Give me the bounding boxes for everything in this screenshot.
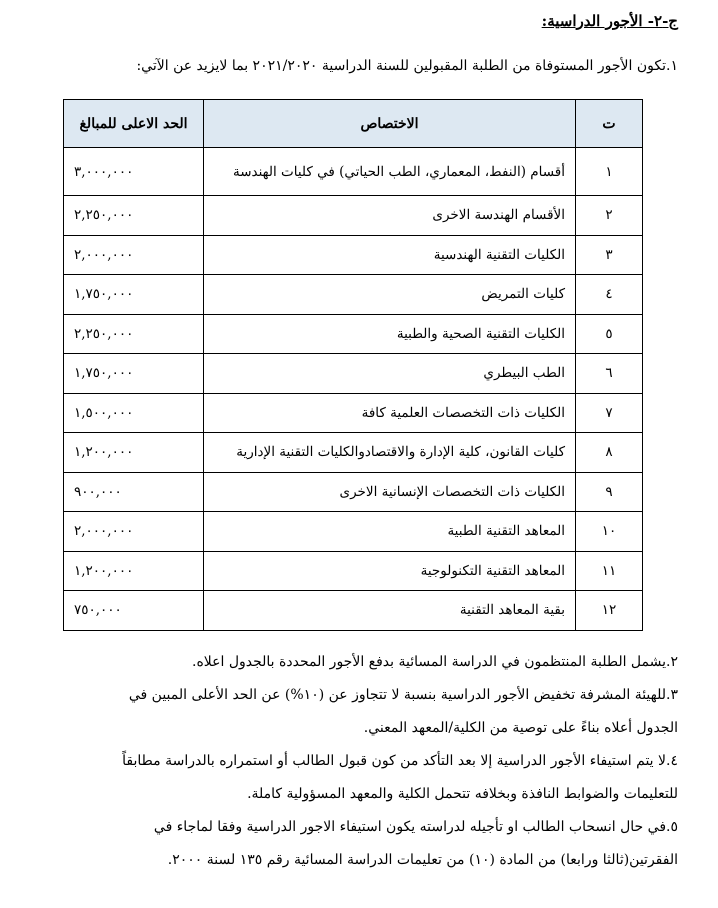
row-number: ٨	[576, 433, 643, 473]
row-number: ١	[576, 148, 643, 196]
row-amount: ٢,٢٥٠,٠٠٠	[64, 314, 204, 354]
note-line: ٢.يشمل الطلبة المنتظمون في الدراسة المسائية بدفع الأجور المحددة بالجدول اعلاه.	[192, 654, 678, 670]
table-body	[64, 148, 643, 631]
note-line-continuation: الجدول أعلاه بناءً على توصية من الكلية/المعهد المعني.	[363, 720, 678, 736]
row-specialization: الطب البيطري	[204, 354, 576, 394]
row-specialization: الكليات التقنية الهندسية	[204, 235, 576, 275]
row-number: ٤	[576, 275, 643, 315]
note-line-continuation: للتعليمات والضوابط النافذة وبخلافه تتحمل الكلية والمعهد المسؤولية كاملة.	[247, 786, 678, 802]
row-specialization: الكليات ذات التخصصات الإنسانية الاخرى	[204, 472, 576, 512]
row-amount: ١,٧٥٠,٠٠٠	[64, 354, 204, 394]
note-line: ٥.في حال انسحاب الطالب او تأجيله لدراسته يكون استيفاء الاجور الدراسية وفقا لماجاء في	[153, 819, 678, 835]
row-specialization: بقية المعاهد التقنية	[204, 591, 576, 631]
row-amount: ١,٧٥٠,٠٠٠	[64, 275, 204, 315]
intro-paragraph: ١.تكون الأجور المستوفاة من الطلبة المقبولين للسنة الدراسية ٢٠٢١/٢٠٢٠ بما لايزيد عن الآتي:	[136, 58, 678, 74]
note-item	[20, 646, 678, 679]
table-row	[64, 148, 643, 196]
note-item	[20, 745, 678, 811]
row-amount: ٧٥٠,٠٠٠	[64, 591, 204, 631]
row-amount: ١,٥٠٠,٠٠٠	[64, 393, 204, 433]
row-amount: ١,٢٠٠,٠٠٠	[64, 551, 204, 591]
header-specialization: الاختصاص	[204, 100, 576, 148]
header-max-amount: الحد الاعلى للمبالغ	[64, 100, 204, 148]
row-number: ٦	[576, 354, 643, 394]
row-number: ١٢	[576, 591, 643, 631]
row-specialization: كليات القانون، كلية الإدارة والاقتصادوالكليات التقنية الإدارية	[204, 433, 576, 473]
table-row	[64, 591, 643, 631]
row-number: ١٠	[576, 512, 643, 552]
row-amount: ٢,٢٥٠,٠٠٠	[64, 196, 204, 236]
row-number: ٢	[576, 196, 643, 236]
row-specialization: الكليات التقنية الصحية والطبية	[204, 314, 576, 354]
note-item	[20, 811, 678, 877]
row-specialization: أقسام (النفط، المعماري، الطب الحياتي) في كليات الهندسة	[204, 148, 576, 196]
row-amount: ٣,٠٠٠,٠٠٠	[64, 148, 204, 196]
table-row	[64, 472, 643, 512]
table-row	[64, 196, 643, 236]
table-row	[64, 433, 643, 473]
table-row	[64, 275, 643, 315]
row-specialization: كليات التمريض	[204, 275, 576, 315]
table-row	[64, 354, 643, 394]
note-line: ٤.لا يتم استيفاء الأجور الدراسية إلا بعد التأكد من كون قبول الطالب أو استمراره بالدراسة مطابقاً	[122, 753, 678, 769]
note-line: ٣.للهيئة المشرفة تخفيض الأجور الدراسية بنسبة لا تتجاوز عن (١٠%) عن الحد الأعلى المبين في	[128, 687, 678, 703]
row-specialization: الكليات ذات التخصصات العلمية كافة	[204, 393, 576, 433]
table-row	[64, 314, 643, 354]
row-number: ٧	[576, 393, 643, 433]
row-amount: ١,٢٠٠,٠٠٠	[64, 433, 204, 473]
row-number: ١١	[576, 551, 643, 591]
note-item	[20, 679, 678, 745]
row-number: ٥	[576, 314, 643, 354]
note-line-continuation: الفقرتين(ثالثا ورابعا) من المادة (١٠) من تعليمات الدراسة المسائية رقم ١٣٥ لسنة ٢٠٠٠.	[167, 852, 678, 868]
table-row	[64, 551, 643, 591]
row-amount: ٢,٠٠٠,٠٠٠	[64, 512, 204, 552]
table-row	[64, 512, 643, 552]
row-specialization: الأقسام الهندسة الاخرى	[204, 196, 576, 236]
header-number: ت	[576, 100, 643, 148]
section-heading: ج-٢- الأجور الدراسية:	[541, 12, 678, 30]
row-amount: ٩٠٠,٠٠٠	[64, 472, 204, 512]
table-row	[64, 235, 643, 275]
fees-table	[63, 99, 643, 631]
table-row	[64, 393, 643, 433]
notes-list	[20, 646, 678, 877]
row-specialization: المعاهد التقنية التكنولوجية	[204, 551, 576, 591]
row-number: ٩	[576, 472, 643, 512]
row-specialization: المعاهد التقنية الطبية	[204, 512, 576, 552]
row-number: ٣	[576, 235, 643, 275]
row-amount: ٢,٠٠٠,٠٠٠	[64, 235, 204, 275]
table-header-row	[64, 100, 643, 148]
